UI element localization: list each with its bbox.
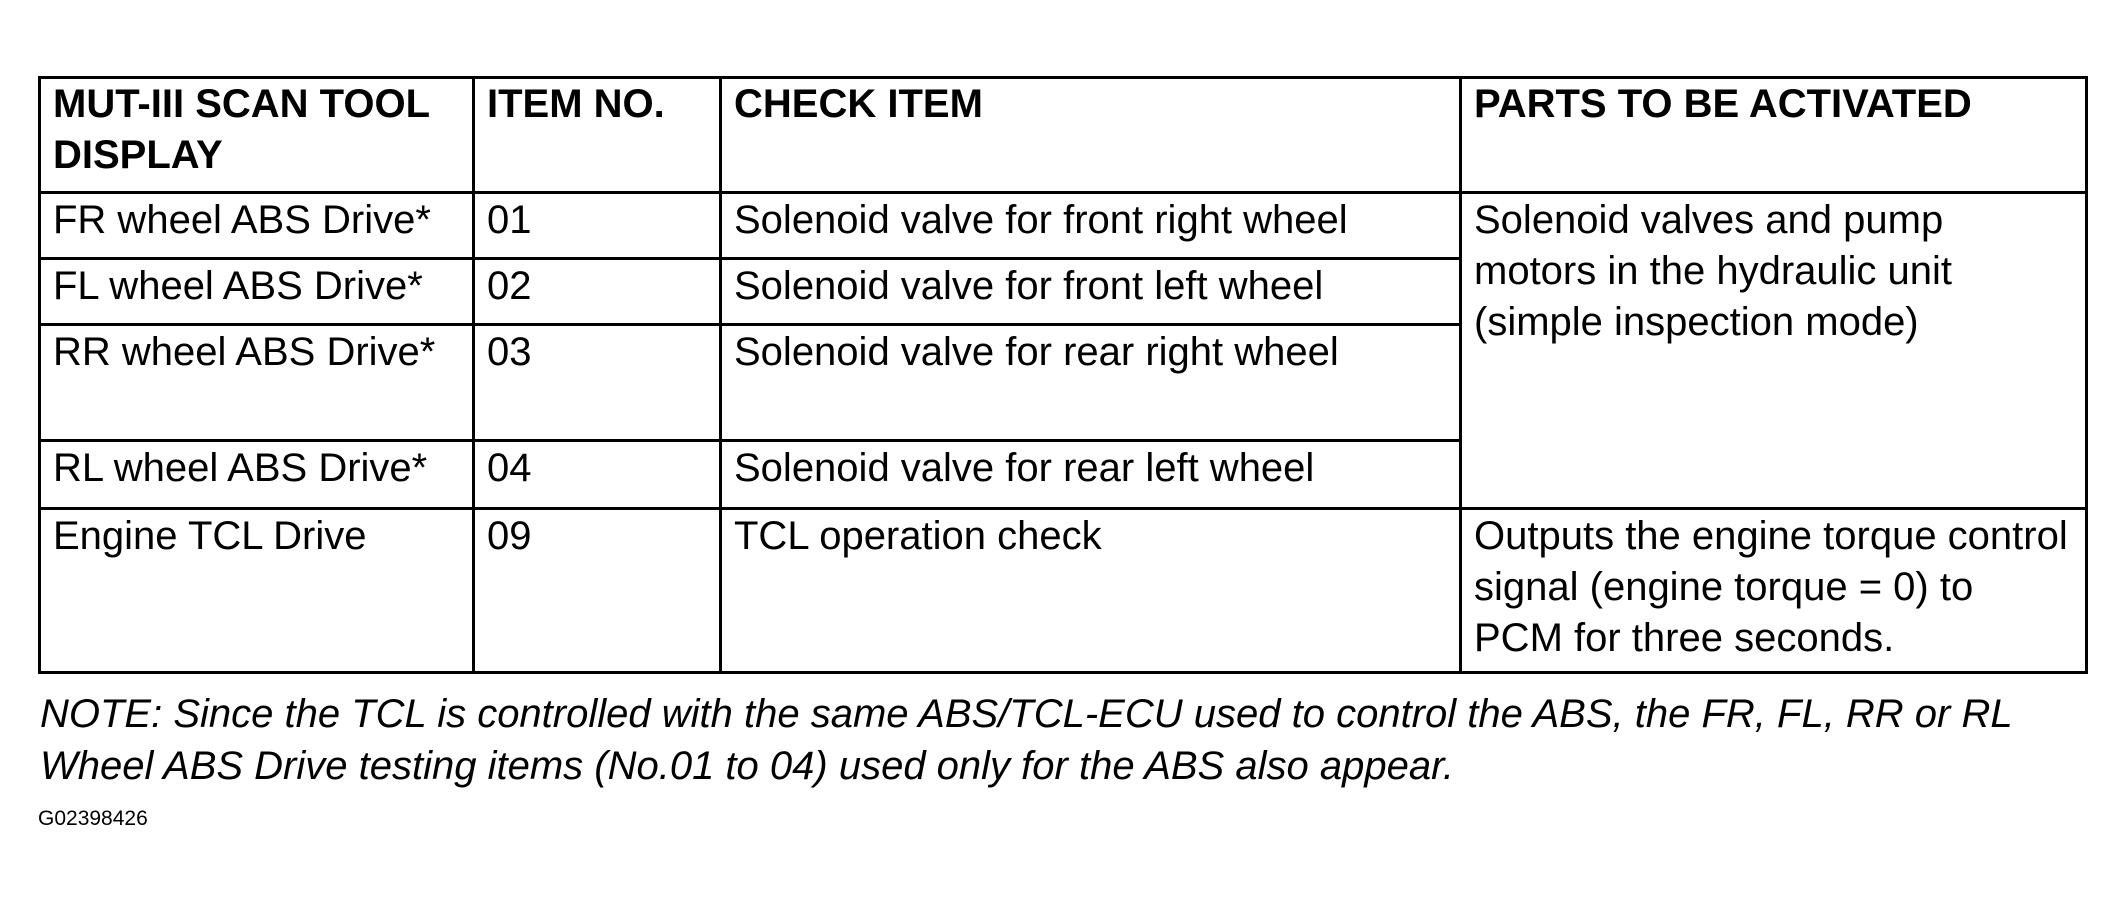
header-parts-to-be-activated: PARTS TO BE ACTIVATED [1461,78,2087,193]
display-cell: FL wheel ABS Drive* [40,259,474,325]
header-check-item: CHECK ITEM [721,78,1461,193]
check-item-cell: Solenoid valve for rear right wheel [721,325,1461,441]
parts-abs-cell: Solenoid valves and pump motors in the hydraulic unit (simple inspection mode) [1461,193,2087,509]
item-no-cell: 01 [474,193,721,259]
item-no-cell: 04 [474,441,721,509]
header-item-no: ITEM NO. [474,78,721,193]
actuator-test-table [38,76,2088,674]
figure-id: G02398426 [38,807,148,830]
check-item-cell: Solenoid valve for front right wheel [721,193,1461,259]
table-row [40,509,2087,673]
item-no-cell: 03 [474,325,721,441]
table-header-row [40,78,2087,193]
table-row [40,193,2087,259]
display-cell: Engine TCL Drive [40,509,474,673]
header-scan-tool-display: MUT-III SCAN TOOL DISPLAY [40,78,474,193]
display-cell: RR wheel ABS Drive* [40,325,474,441]
display-cell: FR wheel ABS Drive* [40,193,474,259]
item-no-cell: 02 [474,259,721,325]
check-item-cell: Solenoid valve for rear left wheel [721,441,1461,509]
item-no-cell: 09 [474,509,721,673]
parts-tcl-cell: Outputs the engine torque control signal (engine torque = 0) to PCM for three seconds. [1461,509,2087,673]
check-item-cell: Solenoid valve for front left wheel [721,259,1461,325]
check-item-cell: TCL operation check [721,509,1461,673]
display-cell: RL wheel ABS Drive* [40,441,474,509]
note-text: NOTE: Since the TCL is controlled with the same ABS/TCL-ECU used to control the ABS, the FR, FL, RR or RL Wheel ABS Drive testing items (No.01 to 04) used only for the ABS also appear. [40,692,2012,788]
